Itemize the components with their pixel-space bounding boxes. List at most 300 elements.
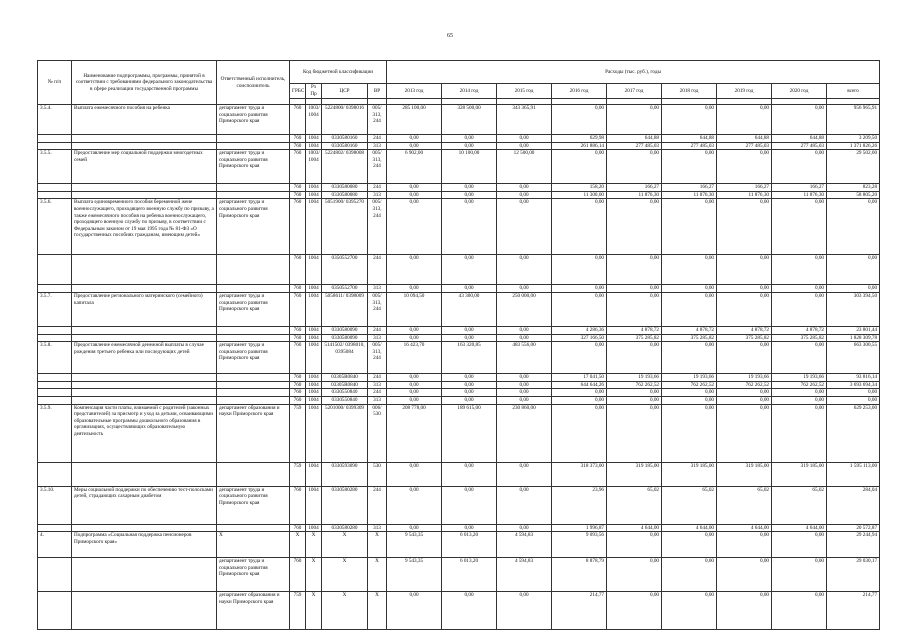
row-year-value: 0,00 [387, 191, 442, 199]
row-year-value: 0,00 [772, 532, 827, 558]
row-csr: Х [322, 592, 368, 630]
row-year-value: 11 300,00 [552, 191, 607, 199]
row-year-value: 0,00 [552, 150, 607, 184]
row-year-value: 261 886,14 [552, 142, 607, 150]
row-year-value: 0,00 [552, 404, 607, 462]
row-year-value: 4 594,83 [497, 558, 552, 592]
row-year-value: 0,00 [717, 342, 772, 374]
row-year-value: 0,00 [772, 396, 827, 404]
table-row [38, 184, 880, 192]
table-row [38, 199, 880, 255]
row-executor [217, 389, 290, 397]
row-year-value: 6 902,00 [387, 150, 442, 184]
row-rzpr: 1004 [306, 389, 322, 397]
row-year-value: 277 485,03 [662, 142, 717, 150]
row-year-value: 0,00 [442, 389, 497, 397]
row-csr: 0330550840 [322, 396, 368, 404]
row-year-value: 375 285,82 [662, 334, 717, 342]
row-grbs: 759 [290, 462, 306, 486]
row-rzpr: 1004 [306, 199, 322, 255]
row-num [38, 334, 72, 342]
row-year-value: 0,00 [772, 150, 827, 184]
row-year-value: 0,00 [442, 326, 497, 334]
row-executor [217, 285, 290, 293]
row-name [72, 592, 217, 630]
row-year-value: 319 185,00 [772, 462, 827, 486]
row-year-value: 43 300,00 [442, 292, 497, 326]
row-year-value: 0,00 [387, 285, 442, 293]
row-name [72, 135, 217, 143]
row-vr: Х [368, 532, 387, 558]
row-year-value: 0,00 [607, 592, 662, 630]
row-year-value: 0,00 [442, 592, 497, 630]
row-year-value: 4 878,72 [772, 326, 827, 334]
header-year: 2019 год [717, 84, 772, 99]
row-executor: департамент труда и социального развития Приморского края [217, 199, 290, 255]
row-year-value: 0,00 [717, 558, 772, 592]
row-vr: 244 [368, 486, 387, 524]
row-csr: 0330580280 [322, 486, 368, 524]
row-vr: 005/ 313, 244 [368, 150, 387, 184]
row-grbs: 759 [290, 592, 306, 630]
row-grbs: 760 [290, 199, 306, 255]
row-total: 0,00 [827, 389, 880, 397]
row-year-value: 6 013,20 [442, 558, 497, 592]
row-rzpr: 1004 [306, 142, 322, 150]
row-year-value: 0,00 [607, 199, 662, 255]
row-year-value: 65,02 [717, 486, 772, 524]
row-year-value: 4 878,72 [662, 326, 717, 334]
row-name [72, 524, 217, 532]
row-year-value: 0,00 [497, 381, 552, 389]
row-rzpr: 1004 [306, 191, 322, 199]
row-grbs: 760 [290, 326, 306, 334]
page-number: 65 [447, 33, 453, 39]
row-num: 3.5.9. [38, 404, 72, 462]
row-total: 284,04 [827, 486, 880, 524]
row-year-value: 0,00 [552, 105, 607, 135]
row-grbs: Х [290, 532, 306, 558]
row-year-value: 375 285,82 [772, 334, 827, 342]
row-rzpr: 1003/ 1004 [306, 105, 322, 135]
row-num [38, 389, 72, 397]
row-year-value: 0,00 [387, 135, 442, 143]
row-year-value: 762 262,52 [772, 381, 827, 389]
row-vr: 313 [368, 142, 387, 150]
row-year-value: 0,00 [717, 396, 772, 404]
row-year-value: 214,77 [552, 592, 607, 630]
row-year-value: 0,00 [772, 292, 827, 326]
row-grbs: 760 [290, 396, 306, 404]
row-vr: 313 [368, 334, 387, 342]
row-year-value: 0,00 [442, 199, 497, 255]
row-year-value: 0,00 [442, 135, 497, 143]
row-vr: 006/ 530 [368, 404, 387, 462]
row-name [72, 285, 217, 293]
row-year-value: 12 500,00 [497, 150, 552, 184]
row-executor [217, 191, 290, 199]
header-expenses: Расходы (тыс. руб.), годы [387, 61, 880, 84]
table-row [38, 191, 880, 199]
row-year-value: 0,00 [387, 462, 442, 486]
row-executor [217, 462, 290, 486]
row-year-value: 0,00 [717, 404, 772, 462]
row-vr: 244 [368, 184, 387, 192]
row-executor [217, 142, 290, 150]
row-year-value: 0,00 [387, 381, 442, 389]
row-year-value: 0,00 [717, 285, 772, 293]
row-name [72, 462, 217, 486]
row-num [38, 381, 72, 389]
header-rzpr: Рз Пр [306, 84, 322, 99]
header-year: 2014 год [442, 84, 497, 99]
row-name: Предоставление регионального материнского (семейного) капитала [72, 292, 217, 326]
table-row [38, 404, 880, 462]
header-vr: ВР [368, 84, 387, 99]
row-rzpr: 1004 [306, 285, 322, 293]
row-grbs: 760 [290, 524, 306, 532]
row-year-value: 343 365,91 [497, 105, 552, 135]
row-year-value: 0,00 [442, 142, 497, 150]
row-year-value: 0,00 [607, 255, 662, 285]
row-year-value: 0,00 [607, 150, 662, 184]
row-executor [217, 184, 290, 192]
row-csr: 5201000/ 0399309 [322, 404, 368, 462]
row-csr: 0350552700 [322, 285, 368, 293]
row-vr: 313 [368, 524, 387, 532]
row-year-value: 319 185,00 [607, 462, 662, 486]
row-vr: 530 [368, 462, 387, 486]
row-name: Предоставление мер социальной поддержки многодетных семей [72, 150, 217, 184]
row-vr: Х [368, 558, 387, 592]
row-year-value: 17 041,50 [552, 374, 607, 382]
row-year-value: 0,00 [772, 558, 827, 592]
row-year-value: 11 876,30 [772, 191, 827, 199]
row-grbs: 760 [290, 255, 306, 285]
row-year-value: 644,88 [607, 135, 662, 143]
row-year-value: 0,00 [607, 342, 662, 374]
row-vr: 244 [368, 255, 387, 285]
row-num: 3.5.10. [38, 486, 72, 524]
row-year-value: 0,00 [497, 462, 552, 486]
row-year-value: 0,00 [442, 334, 497, 342]
row-year-value: 762 262,52 [717, 381, 772, 389]
row-num: 3.5.7. [38, 292, 72, 326]
row-year-value: 0,00 [772, 105, 827, 135]
row-num [38, 592, 72, 630]
row-executor [217, 135, 290, 143]
row-total: 956 965,91 [827, 105, 880, 135]
row-num [38, 396, 72, 404]
header-budget-code: Код бюджетной классификации [290, 61, 387, 84]
row-total: 29 030,17 [827, 558, 880, 592]
row-executor: департамент труда и социального развития Приморского края [217, 292, 290, 326]
row-name: Выплата единовременного пособия беременной жене военнослужащего, проходящего военную службу по призыву, а также ежемесячного пособия на ребенка военнослужащего, проходящего военную службу по призыву, в соответствии с Федеральным законом от 19 мая 1995 года № 81-ФЗ «О государственных пособиях гражданам, имеющим детей» [72, 199, 217, 255]
row-year-value: 644,88 [662, 135, 717, 143]
row-year-value: 0,00 [387, 374, 442, 382]
table-row [38, 255, 880, 285]
row-name [72, 191, 217, 199]
row-year-value: 0,00 [497, 255, 552, 285]
budget-table [37, 60, 880, 630]
row-year-value: 0,00 [717, 105, 772, 135]
row-year-value: 4 644,00 [607, 524, 662, 532]
row-csr: Х [322, 532, 368, 558]
row-num [38, 255, 72, 285]
row-vr: 313 [368, 191, 387, 199]
header-year: 2016 год [552, 84, 607, 99]
row-year-value: 0,00 [387, 592, 442, 630]
row-total: 20 572,87 [827, 524, 880, 532]
row-num [38, 326, 72, 334]
row-total: 629 253,00 [827, 404, 880, 462]
row-rzpr: 1004 [306, 135, 322, 143]
row-year-value: 277 485,03 [717, 142, 772, 150]
row-year-value: 10 100,00 [442, 150, 497, 184]
row-year-value: 9 093,56 [552, 532, 607, 558]
row-vr: Х [368, 592, 387, 630]
row-year-value: 250 000,00 [497, 292, 552, 326]
row-vr: 313 [368, 285, 387, 293]
table-row [38, 105, 880, 135]
row-num: 3.5.8. [38, 342, 72, 374]
row-year-value: 0,00 [772, 342, 827, 374]
row-year-value: 0,00 [442, 396, 497, 404]
row-grbs: 759 [290, 404, 306, 462]
row-year-value: 19 193,66 [717, 374, 772, 382]
row-executor [217, 326, 290, 334]
header-year: 2018 год [662, 84, 717, 99]
row-executor [217, 396, 290, 404]
header-executor: Ответственный исполнитель, соисполнитель [217, 61, 290, 105]
row-num [38, 135, 72, 143]
row-name [72, 381, 217, 389]
row-vr: 244 [368, 135, 387, 143]
row-num: 3.5.5. [38, 150, 72, 184]
row-name [72, 142, 217, 150]
row-executor: департамент труда и социального развития Приморского края [217, 105, 290, 135]
row-year-value: 644,88 [772, 135, 827, 143]
row-year-value: 0,00 [772, 404, 827, 462]
row-year-value: 0,00 [442, 462, 497, 486]
row-total: 23 801,44 [827, 326, 880, 334]
row-rzpr: 1004 [306, 184, 322, 192]
row-year-value: 0,00 [387, 142, 442, 150]
row-vr: 244 [368, 374, 387, 382]
row-total: 823,28 [827, 184, 880, 192]
row-year-value: 0,00 [552, 292, 607, 326]
row-rzpr: Х [306, 558, 322, 592]
row-year-value: 644,88 [717, 135, 772, 143]
row-executor [217, 524, 290, 532]
row-name [72, 396, 217, 404]
row-grbs: 760 [290, 342, 306, 374]
row-csr: 5051900/ 0395270 [322, 199, 368, 255]
row-vr: 005/ 313, 244 [368, 292, 387, 326]
row-csr: 0330580080 [322, 191, 368, 199]
row-year-value: 166,27 [662, 184, 717, 192]
row-year-value: 375 285,82 [607, 334, 662, 342]
table-row [38, 150, 880, 184]
row-year-value: 0,00 [607, 404, 662, 462]
row-year-value: 0,00 [442, 374, 497, 382]
table-row [38, 334, 880, 342]
row-executor [217, 374, 290, 382]
row-year-value: 0,00 [662, 396, 717, 404]
row-year-value: 0,00 [552, 396, 607, 404]
row-total: 1 828 309,78 [827, 334, 880, 342]
row-grbs: 760 [290, 381, 306, 389]
row-year-value: 0,00 [552, 389, 607, 397]
row-year-value: 11 876,30 [717, 191, 772, 199]
table-row [38, 374, 880, 382]
table-row [38, 524, 880, 532]
table-row [38, 389, 880, 397]
row-year-value: 483 556,00 [497, 342, 552, 374]
row-rzpr: 1004 [306, 255, 322, 285]
row-rzpr: Х [306, 592, 322, 630]
row-csr: 0330580160 [322, 135, 368, 143]
row-year-value: 0,00 [607, 292, 662, 326]
row-year-value: 0,00 [497, 184, 552, 192]
row-csr: 5058611/ 0398009 [322, 292, 368, 326]
row-total: 0,00 [827, 255, 880, 285]
table-row [38, 142, 880, 150]
row-executor: департамент труда и социального развития Приморского края [217, 558, 290, 592]
row-vr: 244 [368, 326, 387, 334]
row-year-value: 0,00 [717, 389, 772, 397]
row-year-value: 644 644,26 [552, 381, 607, 389]
row-year-value: 0,00 [387, 184, 442, 192]
row-total: 303 394,50 [827, 292, 880, 326]
row-year-value: 0,00 [717, 150, 772, 184]
row-name [72, 255, 217, 285]
table-row [38, 292, 880, 326]
row-grbs: 760 [290, 142, 306, 150]
row-year-value: 189 615,00 [442, 404, 497, 462]
table-row [38, 558, 880, 592]
row-total: 58 805,20 [827, 191, 880, 199]
row-year-value: 0,00 [387, 199, 442, 255]
row-grbs: 760 [290, 135, 306, 143]
row-name: Компенсация части платы, взимаемой с родителей (законных представителей) за присмотр и уход за детьми, осваивающими образовательные программы дошкольного образования в организациях, осуществляющих образовательную деятельность [72, 404, 217, 462]
row-csr: 0330593090 [322, 462, 368, 486]
row-year-value: 163 320,85 [442, 342, 497, 374]
row-csr: 0330550840 [322, 389, 368, 397]
row-num [38, 191, 72, 199]
row-year-value: 0,00 [662, 255, 717, 285]
row-csr: 0350552700 [322, 255, 368, 285]
row-year-value: 23,96 [552, 486, 607, 524]
row-year-value: 4 594,83 [497, 532, 552, 558]
row-rzpr: 1004 [306, 342, 322, 374]
row-year-value: 0,00 [717, 199, 772, 255]
row-num [38, 462, 72, 486]
row-year-value: 0,00 [662, 342, 717, 374]
row-vr: 005/ 313, 244 [368, 342, 387, 374]
row-grbs: 760 [290, 150, 306, 184]
row-year-value: 0,00 [442, 524, 497, 532]
table-row [38, 135, 880, 143]
row-rzpr: 1003/ 1004 [306, 150, 322, 184]
row-year-value: 4 644,00 [772, 524, 827, 532]
row-year-value: 1 996,87 [552, 524, 607, 532]
row-year-value: 0,00 [497, 334, 552, 342]
row-year-value: 0,00 [497, 191, 552, 199]
row-year-value: 11 876,30 [662, 191, 717, 199]
row-year-value: 277 485,03 [772, 142, 827, 150]
row-year-value: 375 285,82 [717, 334, 772, 342]
row-rzpr: Х [306, 532, 322, 558]
row-year-value: 0,00 [497, 135, 552, 143]
row-year-value: 230 860,00 [497, 404, 552, 462]
row-year-value: 0,00 [607, 558, 662, 592]
row-year-value: 0,00 [442, 184, 497, 192]
row-vr: 313 [368, 396, 387, 404]
row-year-value: 4 286,36 [552, 326, 607, 334]
table-row [38, 285, 880, 293]
row-executor: Х [217, 532, 290, 558]
row-year-value: 0,00 [662, 105, 717, 135]
row-year-value: 0,00 [772, 592, 827, 630]
row-year-value: 0,00 [497, 486, 552, 524]
row-year-value: 166,27 [717, 184, 772, 192]
row-year-value: 762 262,52 [662, 381, 717, 389]
table-row [38, 396, 880, 404]
row-year-value: 65,02 [662, 486, 717, 524]
row-year-value: 0,00 [442, 255, 497, 285]
row-num [38, 374, 72, 382]
row-csr: 0330580080 [322, 184, 368, 192]
row-year-value: 0,00 [552, 199, 607, 255]
row-year-value: 19 193,66 [662, 374, 717, 382]
row-num: 3.5.6. [38, 199, 72, 255]
row-name: Меры социальной поддержки по обеспечению тест-полосками детей, страдающих сахарным диабетом [72, 486, 217, 524]
table-row [38, 342, 880, 374]
row-grbs: 760 [290, 374, 306, 382]
row-name [72, 326, 217, 334]
table-header [38, 61, 880, 105]
row-year-value: 328 500,00 [442, 105, 497, 135]
header-total: всего [827, 84, 880, 99]
row-year-value: 0,00 [607, 396, 662, 404]
row-csr: 5141502/ 0398010, 0395084 [322, 342, 368, 374]
row-executor [217, 381, 290, 389]
row-year-value: 0,00 [662, 389, 717, 397]
header-year: 2013 год [387, 84, 442, 99]
row-year-value: 0,00 [662, 285, 717, 293]
row-year-value: 0,00 [497, 389, 552, 397]
row-year-value: 285 100,00 [387, 105, 442, 135]
row-year-value: 0,00 [497, 592, 552, 630]
table-row [38, 381, 880, 389]
row-name [72, 184, 217, 192]
row-year-value: 9 543,35 [387, 532, 442, 558]
row-year-value: 319 185,00 [662, 462, 717, 486]
row-year-value: 0,00 [662, 558, 717, 592]
row-year-value: 0,00 [552, 255, 607, 285]
row-year-value: 0,00 [497, 142, 552, 150]
row-name [72, 374, 217, 382]
row-year-value: 4 644,00 [662, 524, 717, 532]
row-csr: 5224802/ 0398008 [322, 150, 368, 184]
row-year-value: 10 094,50 [387, 292, 442, 326]
row-executor [217, 255, 290, 285]
row-year-value: 0,00 [607, 285, 662, 293]
row-name [72, 389, 217, 397]
row-grbs: 760 [290, 105, 306, 135]
row-year-value: 0,00 [442, 191, 497, 199]
